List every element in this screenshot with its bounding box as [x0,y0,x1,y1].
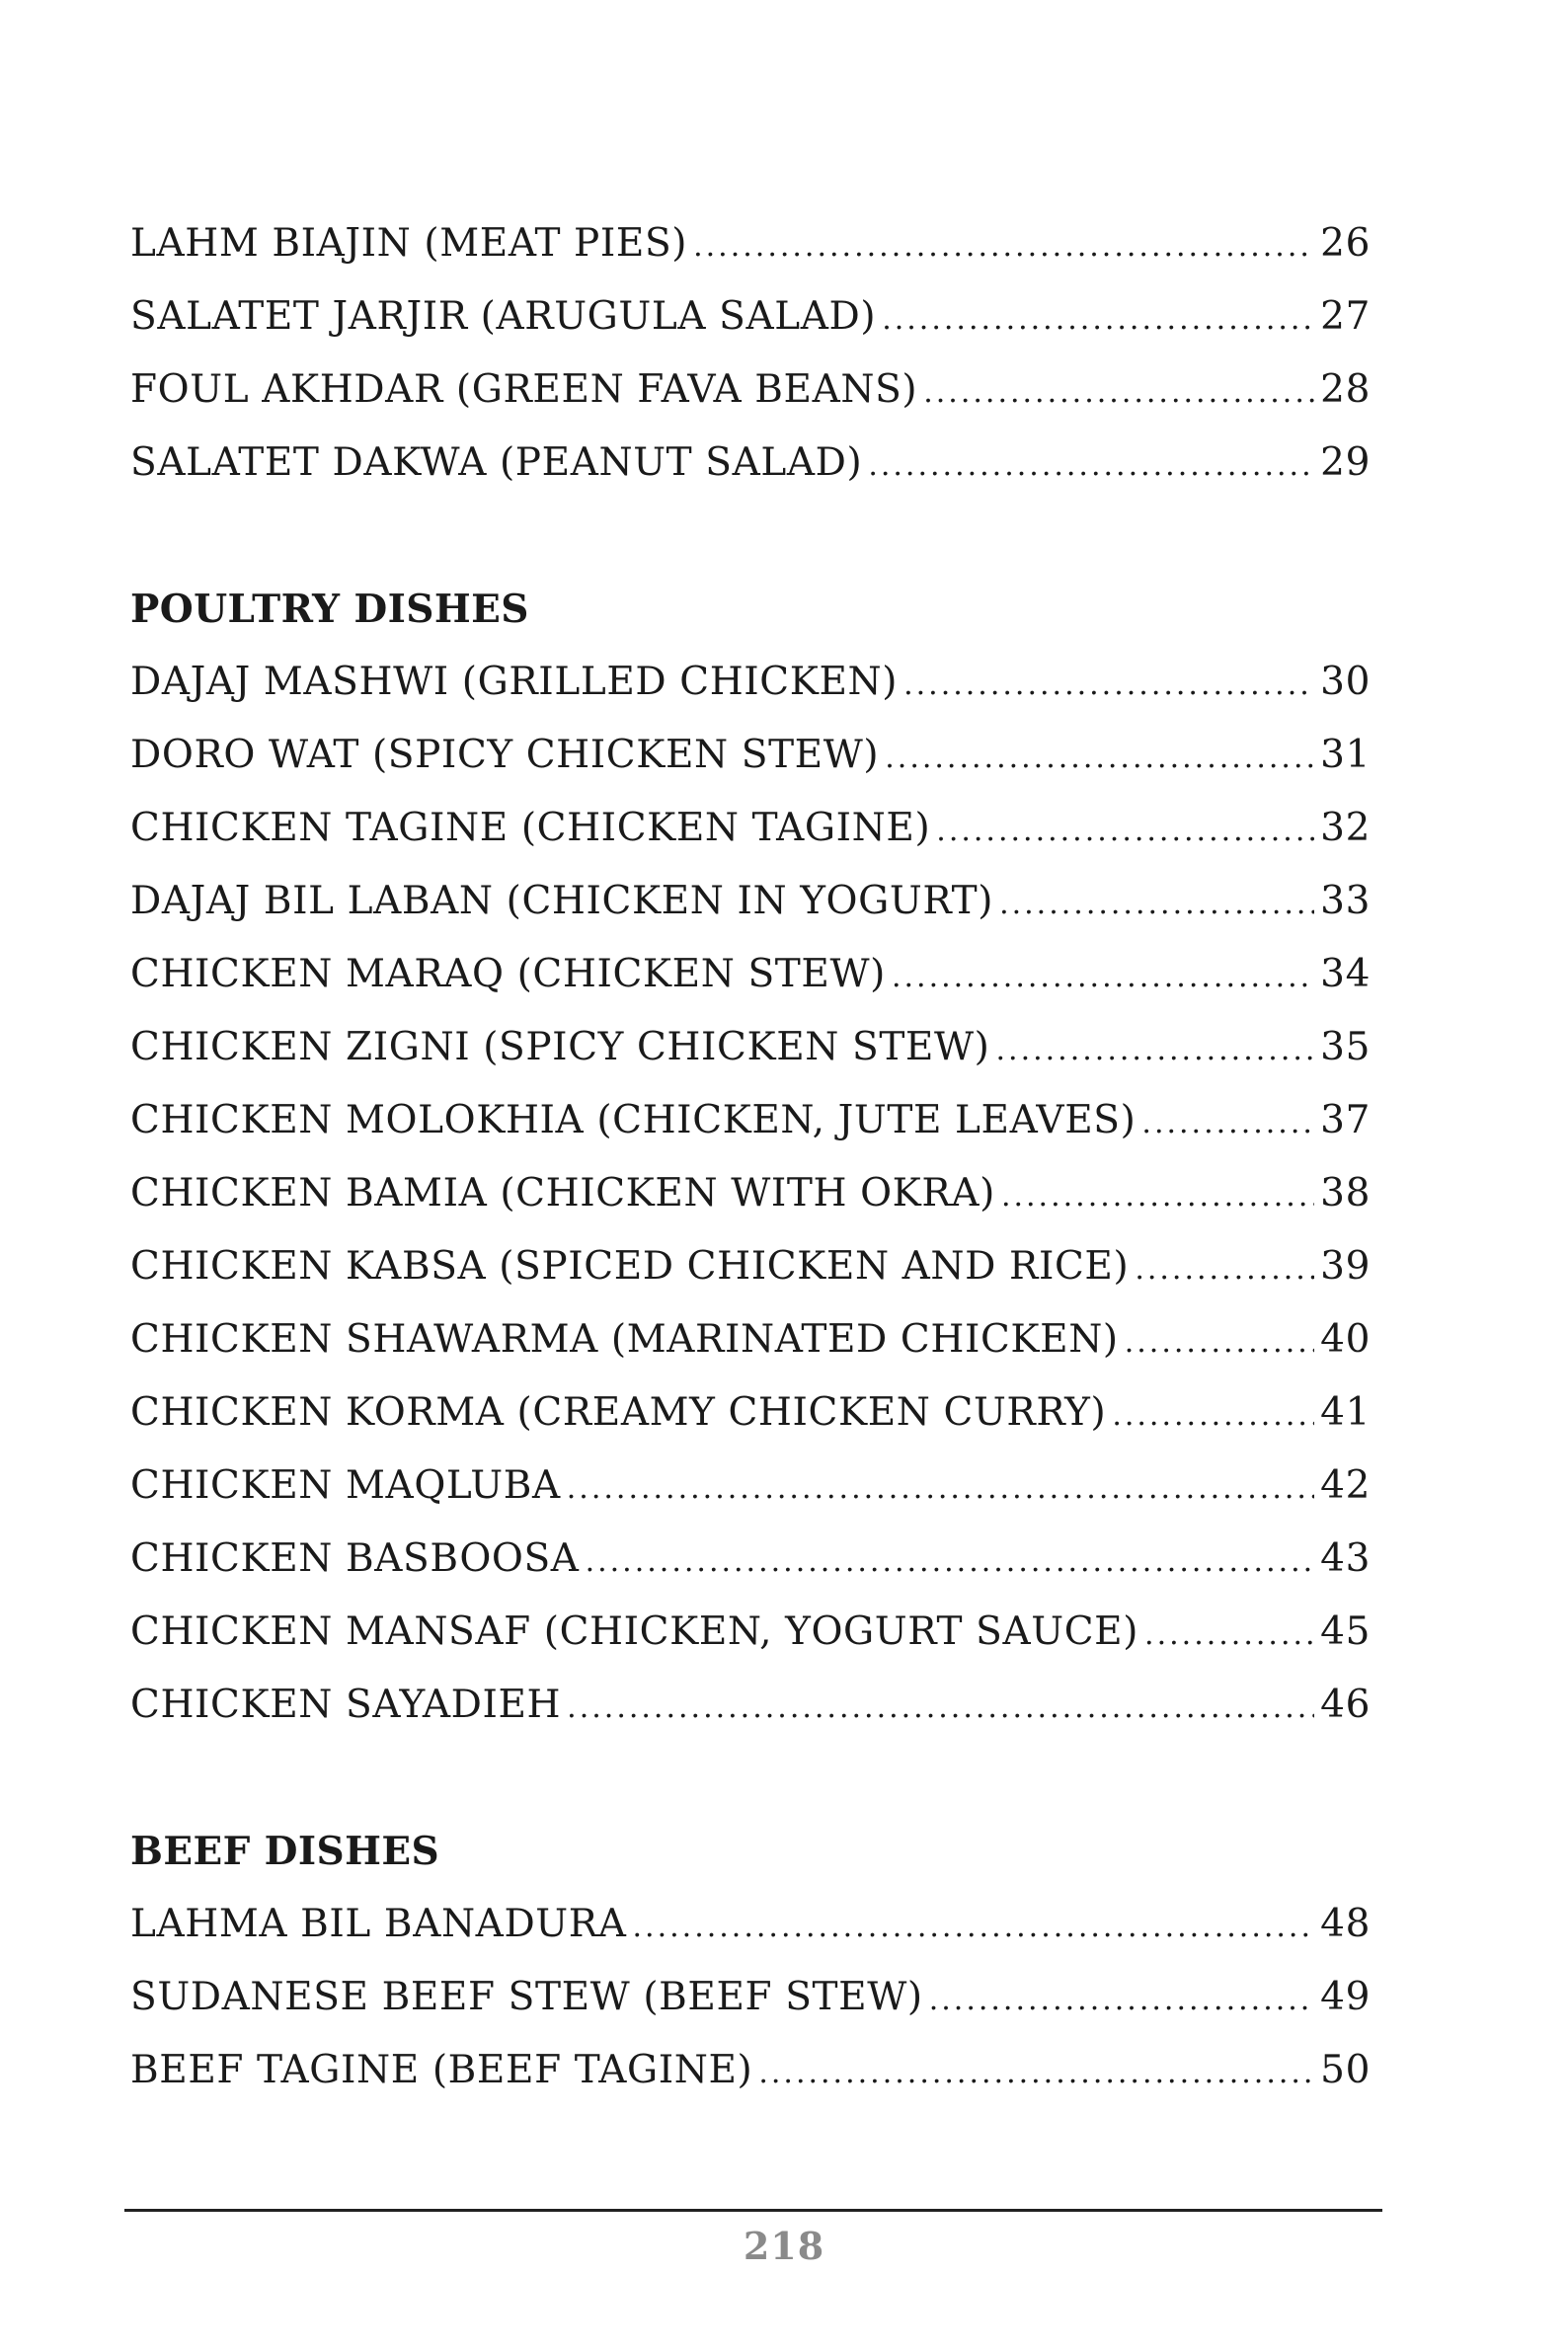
toc-entry [130,1888,1371,1961]
toc-entry-page: 40 [1320,1317,1371,1362]
dot-leader [1141,1087,1314,1157]
toc-entry [130,1596,1371,1669]
toc-entry [130,353,1371,427]
toc-entry [130,938,1371,1011]
toc-entry-title: SUDANESE BEEF STEW (BEEF STEW) [130,1975,923,2019]
toc-entry-title: DORO WAT (SPICY CHICKEN STEW) [130,733,880,777]
toc-entry-title: DAJAJ MASHWI (GRILLED CHICKEN) [130,660,899,704]
dot-leader [693,210,1314,280]
toc-entry-title: CHICKEN MAQLUBA [130,1463,561,1508]
toc-entry-page: 26 [1320,221,1371,266]
toc-entry-page: 41 [1320,1390,1371,1435]
toc-entry-page: 32 [1320,806,1371,850]
toc-entry-title: CHICKEN TAGINE (CHICKEN TAGINE) [130,806,931,850]
toc-entry [130,1376,1371,1450]
toc-entry [130,719,1371,792]
toc-entry-page: 31 [1320,733,1371,777]
toc-entry [130,1303,1371,1376]
toc-entry [130,1961,1371,2034]
toc-entry-page: 29 [1320,440,1371,485]
dot-leader [567,1672,1314,1742]
toc-entry [130,1011,1371,1084]
toc-entry [130,1669,1371,1742]
toc-entry-page: 49 [1320,1975,1371,2019]
toc-entry-page: 39 [1320,1244,1371,1289]
toc-entry-page: 37 [1320,1098,1371,1142]
toc-entry-page: 33 [1320,879,1371,923]
toc-entry-title: LAHMA BIL BANADURA [130,1902,627,1946]
toc-entry-page: 50 [1320,2048,1371,2092]
toc-entry [130,1450,1371,1523]
toc-entry-title: CHICKEN MARAQ (CHICKEN STEW) [130,952,886,996]
toc-entry [130,792,1371,865]
toc-entry-title: CHICKEN ZIGNI (SPICY CHICKEN STEW) [130,1025,990,1069]
toc-entry-title: SALATET DAKWA (PEANUT SALAD) [130,440,863,485]
toc-entry-page: 43 [1320,1536,1371,1581]
dot-leader [885,722,1314,792]
toc-entry-title: CHICKEN MANSAF (CHICKEN, YOGURT SAUCE) [130,1609,1139,1654]
toc-entry [130,1523,1371,1596]
toc-entry-title: CHICKEN KORMA (CREAMY CHICKEN CURRY) [130,1390,1107,1435]
toc-entry-page: 45 [1320,1609,1371,1654]
toc-entry-page: 42 [1320,1463,1371,1508]
dot-leader [999,868,1314,938]
toc-entry-page: 48 [1320,1902,1371,1946]
dot-leader [882,283,1314,353]
toc-entry-page: 38 [1320,1171,1371,1215]
toc-entry-title: CHICKEN BASBOOSA [130,1536,580,1581]
toc-entry-title: CHICKEN MOLOKHIA (CHICKEN, JUTE LEAVES) [130,1098,1137,1142]
toc-entry-title: CHICKEN BAMIA (CHICKEN WITH OKRA) [130,1171,995,1215]
dot-leader [923,356,1314,427]
page-number: 218 [743,2224,825,2268]
toc-entry [130,1157,1371,1230]
dot-leader [567,1452,1314,1523]
footer-divider [124,2209,1382,2212]
toc-entry-title: SALATET JARJIR (ARUGULA SALAD) [130,294,877,339]
dot-leader [1125,1306,1314,1376]
dot-leader [633,1891,1315,1961]
dot-leader [1144,1599,1314,1669]
toc-entry [130,1230,1371,1303]
dot-leader [903,649,1314,719]
toc-entry-title: CHICKEN SAYADIEH [130,1683,562,1727]
toc-entry [130,865,1371,938]
dot-leader [586,1526,1315,1596]
toc-entry-title: CHICKEN KABSA (SPICED CHICKEN AND RICE) [130,1244,1130,1289]
dot-leader [868,430,1314,500]
toc-entry-title: FOUL AKHDAR (GREEN FAVA BEANS) [130,367,918,412]
toc-entry [130,1084,1371,1157]
section-spacer [130,1742,1371,1815]
toc-entry-page: 35 [1320,1025,1371,1069]
toc-entry [130,280,1371,353]
toc-entry [130,646,1371,719]
toc-entry-title: BEEF TAGINE (BEEF TAGINE) [130,2048,753,2092]
toc-entry-title: CHICKEN SHAWARMA (MARINATED CHICKEN) [130,1317,1119,1362]
toc-entry-page: 34 [1320,952,1371,996]
section-heading-poultry: POULTRY DISHES [130,587,529,632]
toc-entry [130,207,1371,280]
toc-entry-page: 46 [1320,1683,1371,1727]
toc-entry-page: 27 [1320,294,1371,339]
toc-entry [130,2034,1371,2107]
toc-entry-title: DAJAJ BIL LABAN (CHICKEN IN YOGURT) [130,879,994,923]
dot-leader [929,1964,1314,2034]
dot-leader [1001,1160,1314,1230]
toc-entry-page: 28 [1320,367,1371,412]
dot-leader [1112,1379,1314,1450]
dot-leader [996,1014,1315,1084]
dot-leader [892,941,1314,1011]
section-spacer [130,500,1371,573]
section-heading-beef: BEEF DISHES [130,1829,440,1874]
dot-leader [1135,1233,1314,1303]
dot-leader [758,2037,1314,2107]
toc-entry-title: LAHM BIAJIN (MEAT PIES) [130,221,688,266]
toc-entry [130,427,1371,500]
toc-entry-page: 30 [1320,660,1371,704]
table-of-contents [130,207,1371,2107]
dot-leader [936,795,1314,865]
